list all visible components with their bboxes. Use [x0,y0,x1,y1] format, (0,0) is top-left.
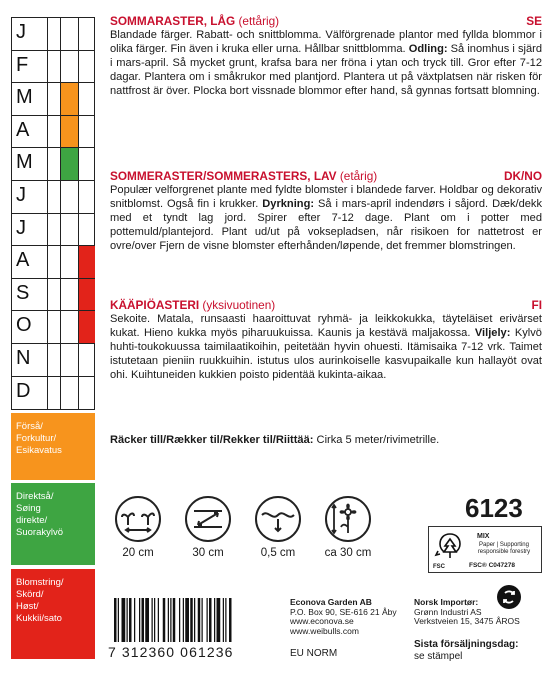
calendar-cell-bloom [78,311,95,343]
se-lang: SE [526,14,542,28]
section-dk [110,169,542,253]
barcode-bar [183,598,184,642]
coverage-value: Cirka 5 meter/rivimetrille. [313,434,440,446]
plant-spacing-icon [114,495,162,543]
calendar-cell-bloom [78,51,95,83]
barcode-bar [202,598,203,642]
barcode-bar [217,598,221,642]
barcode-bar [209,598,212,642]
barcode-bar [163,598,166,642]
calendar-divider [47,214,48,246]
calendar-cell-sow [60,148,78,180]
calendar-cell-sow [60,344,78,376]
section-dk-header [110,169,542,183]
barcode-bar [139,598,140,642]
sowing-calendar [11,17,95,410]
legend-bloom-line: Høst/ [16,601,39,612]
barcode-bar [127,598,128,642]
calendar-month-row [12,148,94,181]
calendar-month-letter: J [16,216,26,239]
calendar-cell-sow [60,83,78,115]
fsc-logo-text: FSC [433,564,445,570]
calendar-cell-bloom [78,148,95,180]
fi-lang: FI [531,298,542,312]
plant-spacing-label: 20 cm [122,547,154,559]
dk-body [110,183,542,253]
importer-name: Grønn Industri AS [414,606,482,617]
calendar-cell-sow [60,18,78,50]
barcode [108,598,273,642]
calendar-cell-sow [60,311,78,343]
legend-direct-line: Suorakylvö [16,527,63,538]
barcode-bar [122,598,126,642]
calendar-divider [47,83,48,115]
section-fi [110,298,542,382]
section-fi-header [110,298,542,312]
dk-lang: DK/NO [503,169,542,183]
calendar-cell-bloom [78,181,95,213]
calendar-month-letter: S [16,281,30,304]
calendar-month-letter: J [16,21,26,43]
fi-bold: Viljely: [474,327,511,340]
legend-indoor-line: Förså/ [16,421,43,432]
calendar-month-letter: A [16,118,30,141]
fi-title: KÄÄPIÖASTERI [110,298,200,312]
fi-text-2: Kylvö huhti-toukokuussa taimilaatikoihin, peitetään hyvin ohuesti. Itämisaika 7-12 vrk. Taimet istutetaan pieniin ruukkuihin. istutus ulos aurinkoiselle kasvupaikalle kun hallayöt ovat ohi. Kuihtuneiden kukkien poisto pidentää kukinta-aikaa. [110,327,542,382]
fsc-label [428,526,542,573]
legend-bloom-line: Blomstring/ [16,577,64,588]
last-sale-date [414,639,518,662]
barcode-bar [158,598,159,642]
barcode-bar [129,598,132,642]
calendar-month-row [12,51,94,84]
fsc-mix: MIX [477,533,490,540]
coverage-label: Räcker till/Rækker til/Rekker til/Riittää: [110,434,314,446]
legend-indoor-line: Esikavatus [16,445,62,456]
plant-height [318,495,378,559]
barcode-bar [185,598,189,642]
calendar-divider [47,116,48,148]
calendar-divider [47,279,48,311]
calendar-divider [47,51,48,83]
calendar-month-row [12,116,94,149]
se-body [110,28,542,98]
company-address: P.O. Box 90, SE-616 21 Åby [290,606,397,617]
dk-text-2: Så i mars-april indendørs i såjord. Dæk/dekk med et tyndt lag jord. Spirer efter 7-12 dage. Plant om i potter med pottemuld/plantejord. Plant ud/ut på voksepladsen, når risikoen for nattetrost er ovre/over Fjern de visne blomster efterhånden/løpende, det fremmer blomstringen. [110,198,543,253]
legend-indoor [11,413,95,480]
barcode-bar [229,598,232,642]
calendar-cell-sow [60,279,78,311]
barcode-bar [190,598,193,642]
eu-norm: EU NORM [290,648,338,659]
row-spacing [178,495,238,559]
product-code: 6123 [465,493,523,523]
sowing-depth-icon [254,495,302,543]
barcode-bar [168,598,169,642]
sowing-depth-label: 0,5 cm [260,547,296,559]
legend-direct [11,483,95,565]
barcode-bar [118,598,119,642]
legend-bloom-line: Kukkii/sato [16,613,62,624]
calendar-cell-bloom [78,214,95,246]
se-subtitle: (ettårig) [238,14,280,28]
calendar-cell-bloom [78,344,95,376]
plant-spacing [108,495,168,559]
barcode-bar [214,598,215,642]
legend-bloom-line: Skörd/ [16,589,44,600]
dk-bold: Dyrkning: [262,198,315,211]
barcode-bar [223,598,224,642]
legend-indoor-line: Forkultur/ [16,433,57,444]
calendar-divider [47,18,48,50]
barcode-bar [134,598,135,642]
calendar-cell-bloom [78,279,95,311]
fsc-tree-icon [433,531,467,561]
calendar-month-row [12,181,94,214]
barcode-bar [179,598,180,642]
calendar-cell-sow [60,116,78,148]
calendar-month-row [12,246,94,279]
barcode-number: 7 312360 061236 [108,644,234,660]
se-title: SOMMARASTER, LÅG [110,14,236,28]
calendar-cell-bloom [78,116,95,148]
section-se [110,14,542,98]
calendar-cell-bloom [78,377,95,410]
section-se-header [110,14,542,28]
calendar-month-row [12,377,94,410]
calendar-divider [47,377,48,410]
calendar-month-letter: M [16,151,33,174]
barcode-bar [173,598,176,642]
dk-subtitle: (etårig) [339,169,378,183]
legend-direct-line: Direktså/ [16,491,54,502]
barcode-bar [194,598,195,642]
calendar-divider [47,344,48,376]
company-info [290,598,397,636]
fi-subtitle: (yksivuotinen) [202,298,276,312]
barcode-bar [152,598,153,642]
fsc-text: Paper | Supporting responsible forestry [477,542,531,555]
calendar-month-row [12,214,94,247]
dk-text-1: Populær velforgrenet plante med fyldte blomster i blandede farver. Holdbar og dekorativ snitblomst. Også fin i krukker. [110,184,542,211]
calendar-cell-sow [60,246,78,278]
barcode-bar [142,598,145,642]
calendar-cell-bloom [78,83,95,115]
growing-icons [108,495,408,585]
sowing-depth [248,495,308,559]
se-text-2: Så inomhus i sjärd i mars-april. Så mycket grunt, krafsa bara ner fröna i ytan och tryck till. Gror efter 7-12 dagar. Plantera om i småkrukor med plantjord. Plantera ut på växtplatsen när risken för nattfrost är över. Plocka bort vissnade blommor efter hand, så gynnas fortsatt blomning. [110,43,542,98]
barcode-bar [114,598,117,642]
legend-direct-line: Søing [16,503,41,514]
barcode-bar [154,598,155,642]
importer-title: Norsk Importør: [414,597,479,607]
fi-text-1: Sekoite. Matala, runsaasti haaroittuvat ryhmä- ja leikkokukka, täyteläiset erivärset kukat. Hieno kukka myös piharuukuissa. Kaunis ja kestävä maljakossa. [110,313,542,340]
importer-address: Verkstveien 15, 3475 ÅROS [414,616,520,626]
calendar-cell-sow [60,214,78,246]
calendar-month-letter: J [16,183,26,206]
plant-height-label: ca 30 cm [324,547,372,559]
calendar-month-row [12,311,94,344]
calendar-month-row [12,18,94,51]
plant-height-icon [324,495,372,543]
fsc-license: FSC® C047278 [469,562,515,569]
calendar-cell-sow [60,181,78,213]
calendar-month-letter: F [16,53,29,76]
company-web-1: www.econova.se [290,616,354,626]
calendar-divider [47,311,48,343]
calendar-cell-bloom [78,18,95,50]
barcode-bar [207,598,208,642]
barcode-bar [198,598,201,642]
calendar-cell-sow [60,51,78,83]
calendar-divider [47,246,48,278]
coverage-line [110,434,542,446]
calendar-divider [47,148,48,180]
barcode-bar [225,598,226,642]
company-web-2: www.weibulls.com [290,625,359,636]
calendar-month-letter: N [16,346,31,369]
legend-direct-line: direkte/ [16,515,48,526]
barcode-bar [170,598,171,642]
company-name: Econova Garden AB [290,597,372,607]
fi-body [110,312,542,382]
calendar-divider [47,181,48,213]
calendar-month-letter: M [16,86,33,109]
dk-title: SOMMERASTER/SOMMERASTERS, LAV [110,169,337,183]
calendar-month-letter: D [16,379,31,402]
calendar-month-row [12,83,94,116]
barcode-bar [145,598,149,642]
row-spacing-label: 30 cm [192,547,224,559]
calendar-cell-bloom [78,246,95,278]
calendar-month-letter: A [16,249,30,272]
last-sale-title: Sista försäljningsdag: [414,639,519,650]
importer-info [414,598,520,627]
legend-bloom [11,569,95,659]
se-bold: Odling: [408,43,448,56]
calendar-month-letter: O [16,314,32,337]
row-spacing-icon [184,495,232,543]
calendar-cell-sow [60,377,78,410]
calendar-month-row [12,279,94,312]
last-sale-value: se stämpel [414,650,463,662]
se-text-1: Blandade färger. Rabatt- och snittblomma. Välförgrenade plantor med fyllda blommor i olika färger. Fin även i kruka eller urna. Hållbar snittblomma. [110,29,542,56]
calendar-month-row [12,344,94,377]
